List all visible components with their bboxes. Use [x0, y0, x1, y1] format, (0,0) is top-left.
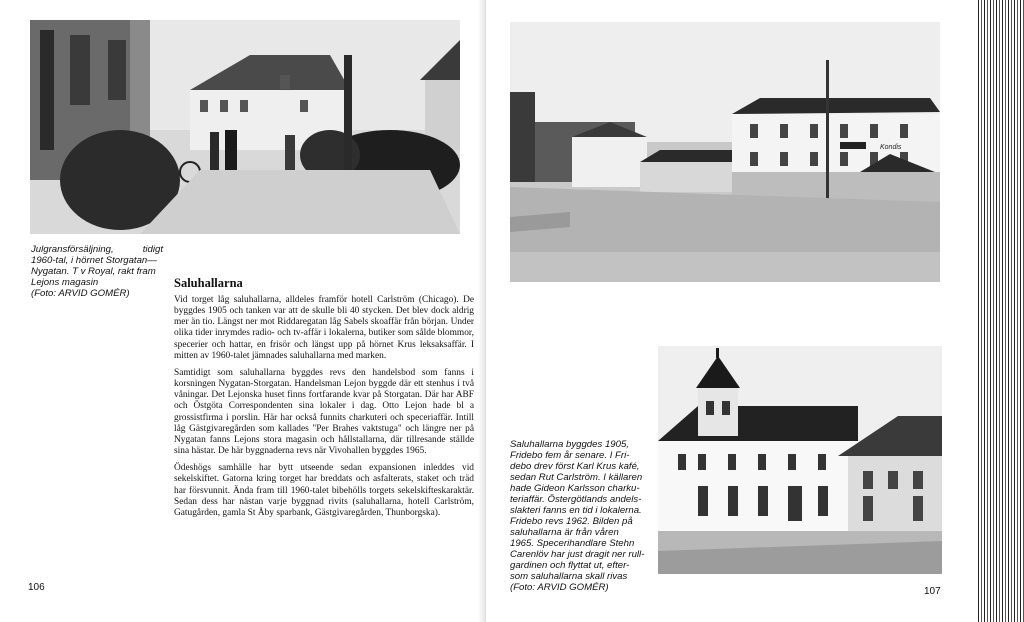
book-binding-edge	[976, 0, 1024, 622]
article-body	[174, 295, 474, 525]
photo-hotel-carlstrom-drawing	[658, 346, 942, 574]
photo-market-halls-drawing	[510, 22, 940, 282]
article-paragraph: Ödeshögs samhälle har bytt utseende sedan expansionen inleddes vid sekelskiftet. Gatorna kring torget har breddats och asfalterats, staket och träd har försvunnit. Ända fram till 1960-talet bibehölls torgets sekelskifteskaraktär. Sedan dess har nästan varje byggnad rivits (saluhallarna, hotell Carlström, Gatugården, gamla St Åby sparbank, Gästgivaregården, Thunborgska).	[174, 463, 474, 518]
photo-hotel-carlstrom	[658, 346, 942, 574]
caption-line: 1960-tal, i hörnet Storgatan—	[31, 255, 157, 266]
left-page	[0, 0, 486, 622]
left-photo-caption	[31, 244, 163, 299]
caption-line: som saluhallarna skall rivas	[510, 571, 628, 582]
caption-line: Saluhallarna byggdes 1905,	[510, 439, 629, 450]
kondis-sign: Kondis	[880, 144, 902, 151]
caption-line: Nygatan. T v Royal, rakt fram	[31, 266, 156, 277]
caption-line: hade Gideon Karlsson charku-	[510, 483, 640, 494]
caption-line: Julgransförsäljning, tidigt	[31, 244, 163, 255]
caption-line: Fridebo fem år senare. I Fri-	[510, 450, 630, 461]
photo-christmas-tree-sale	[30, 20, 460, 234]
caption-line: (Foto: ARVID GOMÉR)	[31, 288, 130, 299]
caption-line: Fridebo revs 1962. Bilden på	[510, 516, 633, 527]
photo-christmas-tree-sale-drawing	[30, 20, 460, 234]
article-paragraph: Vid torget låg saluhallarna, alldeles framför hotell Carlström (Chicago). De byggdes 1905 och tanken var att de skulle bli 40 stycken. Det blev dock aldrig mer än tio. Längst ner mot Riddaregatan låg Sabels skoaffär från början. Under olika tider inrymdes radio- och tv-affär i lokalerna, butiker som sålde blommor, specerier och hattar, en frisör och längst upp på hörnet Krus leksaksaffär. I mitten av 1960-talet jämnades saluhallarna med marken.	[174, 295, 474, 361]
caption-line: saluhallarna är från våren	[510, 527, 619, 538]
caption-line: Carenlöv har just dragit ner rull-	[510, 549, 645, 560]
right-photo-caption	[510, 439, 646, 593]
caption-line: 1965. Specerihandlare Stehn	[510, 538, 635, 549]
caption-line: gardinen och flyttat ut, efter-	[510, 560, 630, 571]
caption-line: (Foto: ARVID GOMÉR)	[510, 582, 609, 593]
caption-line: debo drev först Karl Krus kafé,	[510, 461, 640, 472]
right-page	[486, 0, 976, 622]
caption-line: slakteri fanns en tid i lokalerna.	[510, 505, 642, 516]
page-number-right: 107	[924, 586, 941, 597]
caption-line: sedan Rut Carlström. I källaren	[510, 472, 643, 483]
photo-market-halls	[510, 22, 940, 282]
caption-line: teriaffär. Östergötlands andels-	[510, 494, 642, 505]
caption-line: Lejons magasin	[31, 277, 99, 288]
section-heading: Saluhallarna	[174, 276, 243, 290]
article-paragraph: Samtidigt som saluhallarna byggdes revs den handelsbod som fanns i korsningen Nygatan-Storgatan. Handelsman Lejon byggde där ett stenhus i två våningar. Det Lejonska huset finns fortfarande kvar på Storgatan. Där har ABF och Östgöta Correspondenten sina lokaler i dag. Otto Lejon hade bl a grossistfirma i porslin. Här har också funnits charkuteri och speceriaffär. Intill låg Gästgivaregården som kallades "Per Brahes vaktstuga" och längre ner på Nygatan fanns Lejons stora magasin och hållstallarna, där tillresande ställde sina hästar. De här byggnaderna revs när Vivohallen byggdes 1965.	[174, 367, 474, 457]
page-number-left: 106	[28, 582, 45, 593]
